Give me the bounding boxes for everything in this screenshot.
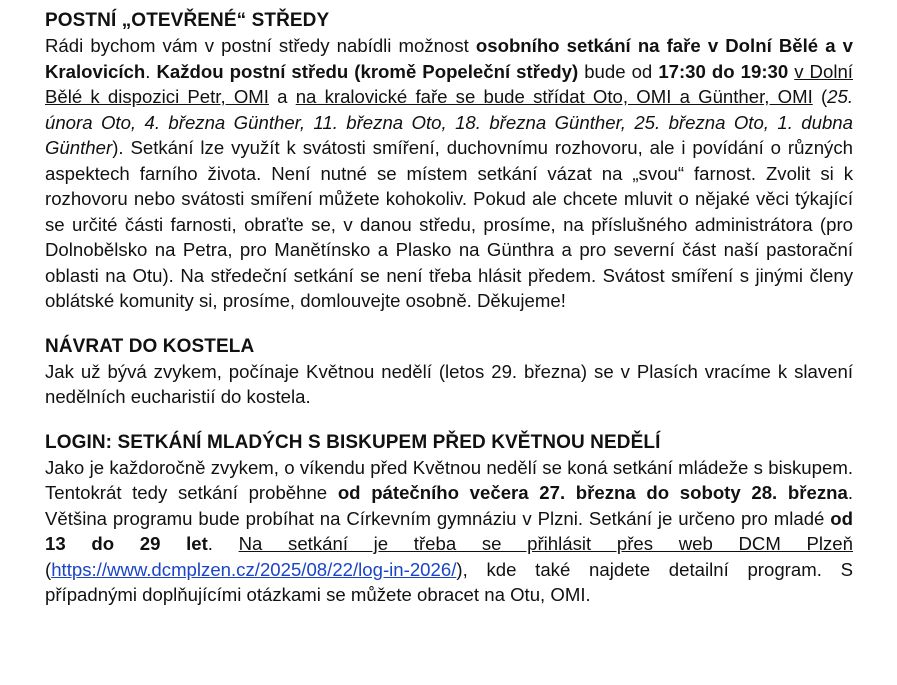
section-heading: POSTNÍ „OTEVŘENÉ“ STŘEDY — [45, 10, 330, 31]
underlined-text: Na setkání je třeba se přihlásit přes web DCM Plzeň — [238, 533, 853, 554]
text-run: ( — [45, 558, 52, 580]
text-run: . Většina programu bude probíhat na Církevním gymnáziu v Plzni. Setkání je určeno pro mladé — [45, 482, 853, 529]
italic-schedule: 25. února Oto, 4. března Günther, 11. března Oto, 18. března Günther, 25. března Oto, 1. dubna Günther — [45, 86, 853, 158]
text-run: Jak už bývá zvykem, počínaje Květnou nedělí (letos 29. března) se v Plasích vracíme k slavení nedělních eucharistií do kostela. — [45, 360, 853, 407]
underlined-text: na kralovické faře se bude střídat Oto, OMI a Günther, OMI — [295, 86, 813, 107]
section-login — [45, 430, 853, 608]
bold-time: 17:30 do 19:30 — [658, 60, 789, 82]
section-heading: NÁVRAT DO KOSTELA — [45, 335, 255, 357]
section-heading: LOGIN: SETKÁNÍ MLADÝCH S BISKUPEM PŘED KVĚTNOU NEDĚLÍ — [45, 431, 661, 453]
text-run: ), kde také najdete detailní program. S případnými doplňujícími otázkami se můžete obracet na Otu, OMI. — [45, 558, 853, 605]
text-run: bude od — [578, 60, 659, 82]
text-run: ). Setkání lze využít k svátosti smíření, duchovnímu rozhovoru, ale i povídání o různých aspektech farního života. Není nutné se místem setkání vázat na „svou“ farnost. Zvolit si k rozhovoru nebo svátosti smíření můžete kohokoliv. Pokud ale chcete mluvit o nějaké věci týkající se určité části farnosti, obraťte se, v danou středu, prosíme, na příslušného administrátora (pro Dolnobělsko na Petra, pro Manětínsko a Plasko na Günthra a pro severní část naší pastorační oblasti na Otu). Na středeční setkání se není třeba hlásit předem. Svátost smíření s jinými členy oblátské komunity si, prosíme, domlouvejte osobně. Děkujeme! — [45, 137, 853, 311]
bold-text: od 13 do 29 let — [45, 507, 853, 554]
section-navrat-do-kostela — [45, 334, 853, 410]
text-run: Jako je každoročně zvykem, o víkendu před Květnou nedělí se koná setkání mládeže s biskupem. Tentokrát tedy setkání proběhne — [45, 456, 853, 503]
bold-text: Každou postní středu (kromě Popeleční středy) — [156, 60, 579, 82]
text-run: a — [268, 86, 296, 107]
text-run: . — [207, 533, 239, 554]
section-paragraph — [45, 359, 853, 410]
bold-text: osobního setkání na faře v Dolní Bělé a v Kralovicích — [45, 35, 853, 82]
section-postni-stredy — [45, 8, 853, 314]
text-run: . — [145, 60, 157, 82]
text-run: ( — [812, 86, 828, 107]
dcm-link[interactable]: https://www.dcmplzen.cz/2025/08/22/log-in-2026/ — [51, 558, 457, 580]
underlined-text: v Dolní Bělé k dispozici Petr, OMI — [45, 60, 853, 107]
text-run: Rádi bychom vám v postní středy nabídli možnost — [45, 35, 476, 56]
bold-text: od pátečního večera 27. března do soboty 28. března — [337, 482, 848, 503]
section-paragraph — [45, 455, 853, 608]
section-paragraph — [45, 33, 853, 314]
